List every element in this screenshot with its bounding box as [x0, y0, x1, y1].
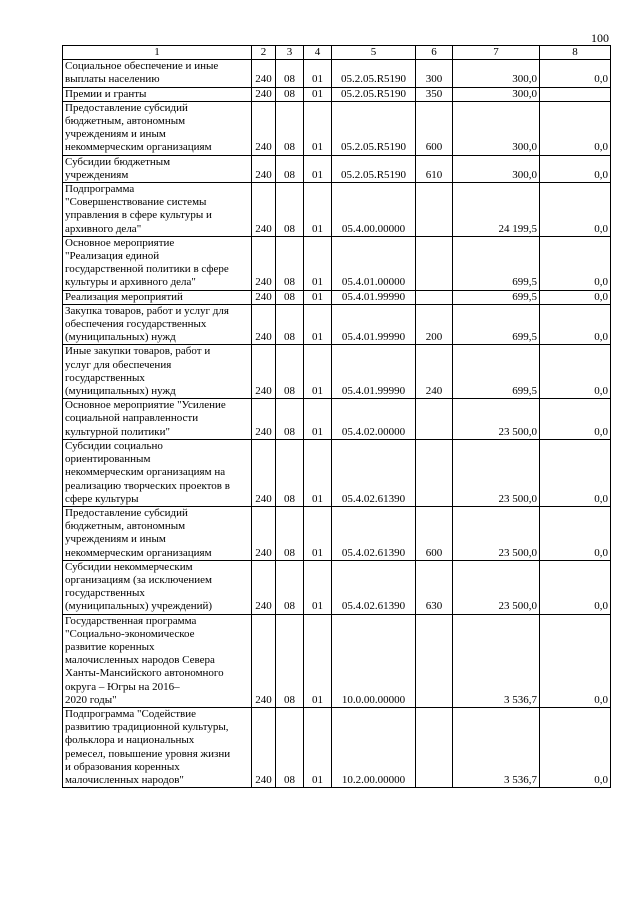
row-expense-type	[416, 183, 453, 237]
row-section-code: 08	[276, 290, 304, 304]
row-name: Иные закупки товаров, работ и услуг для обеспечения государственных (муниципальных) нужд	[63, 345, 252, 399]
row-target-article: 05.4.02.61390	[332, 439, 416, 506]
row-chapter-code: 240	[252, 304, 276, 345]
row-section-code: 08	[276, 399, 304, 440]
row-name: Предоставление субсидий бюджетным, автономным учреждениям и иным некоммерческим организациям	[63, 506, 252, 560]
row-section-code: 08	[276, 304, 304, 345]
row-name: Субсидии социально ориентированным некоммерческим организациям на реализацию творческих проектов в сфере культуры	[63, 439, 252, 506]
row-amount-col8: 0,0	[540, 304, 611, 345]
row-subsection-code: 01	[304, 439, 332, 506]
row-subsection-code: 01	[304, 155, 332, 182]
table-row	[63, 183, 611, 237]
column-header: 8	[540, 46, 611, 60]
row-amount-col8: 0,0	[540, 60, 611, 87]
table-row	[63, 155, 611, 182]
row-target-article: 05.2.05.R5190	[332, 60, 416, 87]
row-expense-type	[416, 614, 453, 707]
row-amount-col8: 0,0	[540, 560, 611, 614]
row-amount-col8	[540, 87, 611, 101]
table-row	[63, 707, 611, 787]
table-row	[63, 614, 611, 707]
row-name: Субсидии бюджетным учреждениям	[63, 155, 252, 182]
table-row	[63, 60, 611, 87]
row-amount-col8: 0,0	[540, 506, 611, 560]
row-section-code: 08	[276, 439, 304, 506]
row-name: Субсидии некоммерческим организациям (за исключением государственных (муниципальных) учреждений)	[63, 560, 252, 614]
row-subsection-code: 01	[304, 506, 332, 560]
row-chapter-code: 240	[252, 707, 276, 787]
row-chapter-code: 240	[252, 399, 276, 440]
row-subsection-code: 01	[304, 60, 332, 87]
row-name: Премии и гранты	[63, 87, 252, 101]
row-name: Подпрограмма "Содействие развитию традиционной культуры, фольклора и национальных ремесел, повышение уровня жизни и образования коренных малочисленных народов"	[63, 707, 252, 787]
row-name: Основное мероприятие "Реализация единой государственной политики в сфере культуры и архивного дела"	[63, 236, 252, 290]
table-body	[63, 60, 611, 788]
row-subsection-code: 01	[304, 399, 332, 440]
row-section-code: 08	[276, 614, 304, 707]
row-amount-col8: 0,0	[540, 236, 611, 290]
row-amount-col8: 0,0	[540, 707, 611, 787]
row-target-article: 05.4.02.00000	[332, 399, 416, 440]
row-expense-type: 610	[416, 155, 453, 182]
row-section-code: 08	[276, 60, 304, 87]
row-subsection-code: 01	[304, 560, 332, 614]
row-name: Закупка товаров, работ и услуг для обеспечения государственных (муниципальных) нужд	[63, 304, 252, 345]
row-subsection-code: 01	[304, 614, 332, 707]
row-chapter-code: 240	[252, 60, 276, 87]
budget-table	[62, 45, 611, 788]
row-expense-type: 240	[416, 345, 453, 399]
row-target-article: 05.4.02.61390	[332, 560, 416, 614]
row-chapter-code: 240	[252, 87, 276, 101]
row-amount-col7: 23 500,0	[453, 399, 540, 440]
row-name: Предоставление субсидий бюджетным, автономным учреждениям и иным некоммерческим организациям	[63, 101, 252, 155]
row-amount-col8: 0,0	[540, 439, 611, 506]
row-chapter-code: 240	[252, 614, 276, 707]
row-amount-col7: 3 536,7	[453, 614, 540, 707]
row-chapter-code: 240	[252, 183, 276, 237]
row-amount-col7: 699,5	[453, 290, 540, 304]
row-chapter-code: 240	[252, 290, 276, 304]
row-chapter-code: 240	[252, 155, 276, 182]
row-section-code: 08	[276, 506, 304, 560]
row-name: Основное мероприятие "Усиление социальной направленности культурной политики"	[63, 399, 252, 440]
table-row	[63, 345, 611, 399]
row-amount-col7: 23 500,0	[453, 439, 540, 506]
row-section-code: 08	[276, 345, 304, 399]
row-amount-col7: 300,0	[453, 101, 540, 155]
row-subsection-code: 01	[304, 304, 332, 345]
row-expense-type: 630	[416, 560, 453, 614]
row-section-code: 08	[276, 101, 304, 155]
row-subsection-code: 01	[304, 290, 332, 304]
row-name: Социальное обеспечение и иные выплаты населению	[63, 60, 252, 87]
row-amount-col8: 0,0	[540, 399, 611, 440]
column-header: 4	[304, 46, 332, 60]
row-amount-col7: 300,0	[453, 87, 540, 101]
table-row	[63, 290, 611, 304]
row-amount-col7: 300,0	[453, 60, 540, 87]
row-subsection-code: 01	[304, 87, 332, 101]
row-amount-col8: 0,0	[540, 290, 611, 304]
page-number: 100	[591, 31, 609, 45]
row-name: Реализация мероприятий	[63, 290, 252, 304]
table-row	[63, 506, 611, 560]
row-section-code: 08	[276, 707, 304, 787]
row-target-article: 05.4.01.99990	[332, 290, 416, 304]
row-target-article: 10.0.00.00000	[332, 614, 416, 707]
row-chapter-code: 240	[252, 345, 276, 399]
row-chapter-code: 240	[252, 101, 276, 155]
row-amount-col8: 0,0	[540, 345, 611, 399]
row-expense-type: 200	[416, 304, 453, 345]
row-amount-col7: 23 500,0	[453, 506, 540, 560]
row-chapter-code: 240	[252, 560, 276, 614]
row-amount-col7: 699,5	[453, 304, 540, 345]
column-header: 7	[453, 46, 540, 60]
row-target-article: 05.4.01.99990	[332, 304, 416, 345]
table-row	[63, 439, 611, 506]
row-target-article: 10.2.00.00000	[332, 707, 416, 787]
row-target-article: 05.2.05.R5190	[332, 101, 416, 155]
table-row	[63, 236, 611, 290]
row-amount-col7: 3 536,7	[453, 707, 540, 787]
row-amount-col8: 0,0	[540, 155, 611, 182]
table-row	[63, 304, 611, 345]
row-subsection-code: 01	[304, 236, 332, 290]
row-target-article: 05.4.01.00000	[332, 236, 416, 290]
row-amount-col8: 0,0	[540, 614, 611, 707]
row-expense-type	[416, 236, 453, 290]
row-amount-col7: 699,5	[453, 345, 540, 399]
row-name: Государственная программа "Социально-экономическое развитие коренных малочисленных народов Севера Ханты-Мансийского автономного округа – Югры на 2016– 2020 годы"	[63, 614, 252, 707]
row-expense-type: 350	[416, 87, 453, 101]
column-header: 5	[332, 46, 416, 60]
row-target-article: 05.4.02.61390	[332, 506, 416, 560]
row-chapter-code: 240	[252, 236, 276, 290]
column-header: 6	[416, 46, 453, 60]
row-section-code: 08	[276, 87, 304, 101]
row-subsection-code: 01	[304, 707, 332, 787]
row-expense-type: 600	[416, 506, 453, 560]
row-expense-type	[416, 399, 453, 440]
table-row	[63, 399, 611, 440]
table-row	[63, 101, 611, 155]
row-expense-type: 300	[416, 60, 453, 87]
row-subsection-code: 01	[304, 345, 332, 399]
column-header: 3	[276, 46, 304, 60]
row-amount-col8: 0,0	[540, 183, 611, 237]
row-section-code: 08	[276, 236, 304, 290]
header-row	[63, 46, 611, 60]
row-expense-type: 600	[416, 101, 453, 155]
row-chapter-code: 240	[252, 506, 276, 560]
row-expense-type	[416, 707, 453, 787]
row-subsection-code: 01	[304, 101, 332, 155]
row-section-code: 08	[276, 560, 304, 614]
row-target-article: 05.4.01.99990	[332, 345, 416, 399]
row-section-code: 08	[276, 183, 304, 237]
row-target-article: 05.2.05.R5190	[332, 87, 416, 101]
row-subsection-code: 01	[304, 183, 332, 237]
row-chapter-code: 240	[252, 439, 276, 506]
column-header: 2	[252, 46, 276, 60]
row-amount-col8: 0,0	[540, 101, 611, 155]
row-expense-type	[416, 439, 453, 506]
row-amount-col7: 300,0	[453, 155, 540, 182]
row-name: Подпрограмма "Совершенствование системы управления в сфере культуры и архивного дела"	[63, 183, 252, 237]
row-expense-type	[416, 290, 453, 304]
row-amount-col7: 23 500,0	[453, 560, 540, 614]
table-row	[63, 560, 611, 614]
row-target-article: 05.4.00.00000	[332, 183, 416, 237]
row-target-article: 05.2.05.R5190	[332, 155, 416, 182]
column-header: 1	[63, 46, 252, 60]
row-amount-col7: 24 199,5	[453, 183, 540, 237]
table-row	[63, 87, 611, 101]
row-section-code: 08	[276, 155, 304, 182]
row-amount-col7: 699,5	[453, 236, 540, 290]
